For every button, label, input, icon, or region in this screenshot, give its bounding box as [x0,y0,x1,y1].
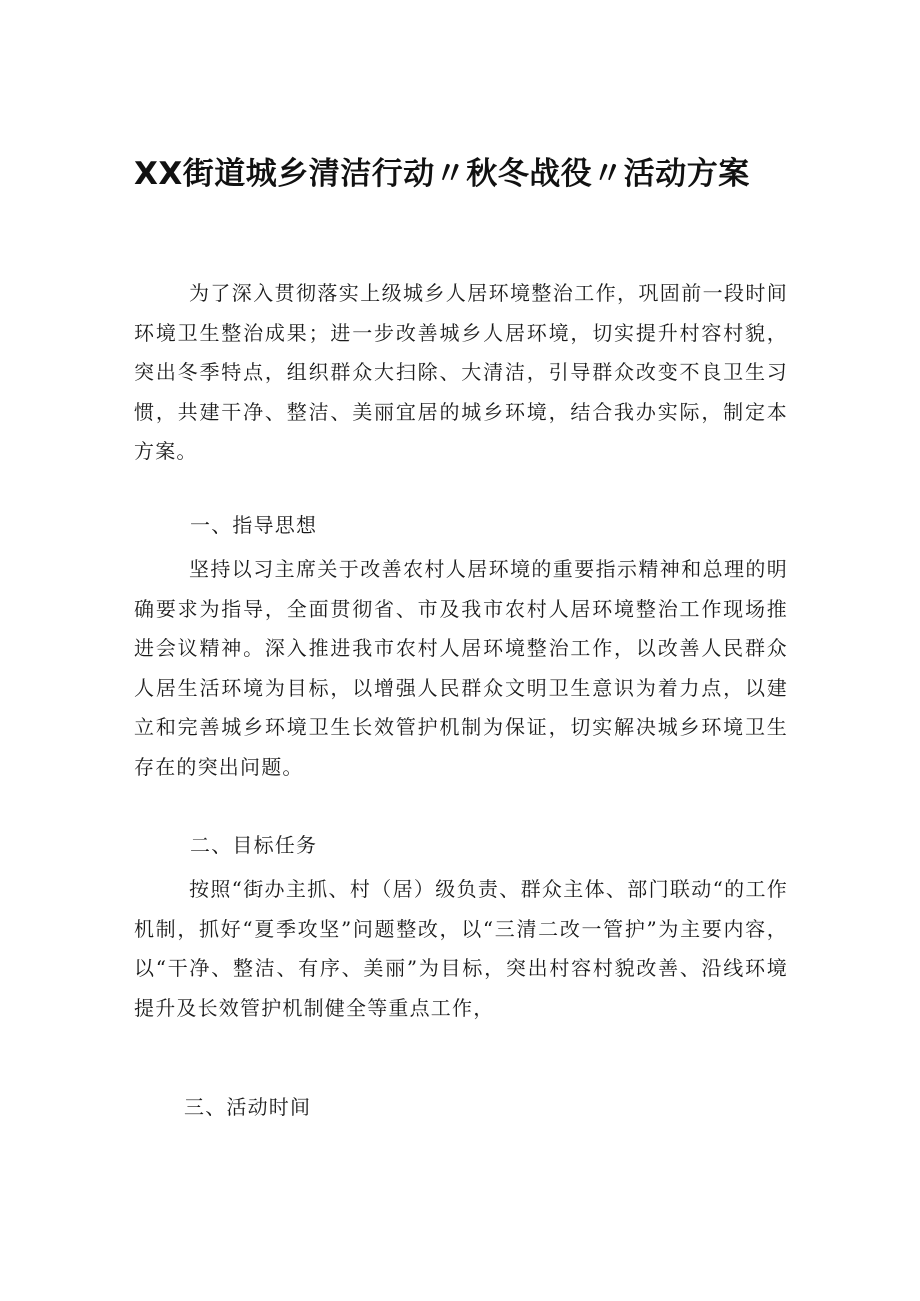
intro-paragraph: 为了深入贯彻落实上级城乡人居环境整治工作，巩固前一段时间环境卫生整治成果；进一步改善城乡人居环境，切实提升村容村貌，突出冬季特点，组织群众大扫除、大清洁，引导群众改变不良卫生习惯，共建干净、整洁、美丽宜居的城乡环境，结合我办实际，制定本方案。 [134,281,788,464]
section-heading-activity-time: 三、活动时间 [184,1095,312,1119]
section-body-guiding-ideology: 坚持以习主席关于改善农村人居环境的重要指示精神和总理的明确要求为指导，全面贯彻省、市及我市农村人居环境整治工作现场推进会议精神。深入推进我市农村人居环境整治工作，以改善人民群众人居生活环境为目标，以增强人民群众文明卫生意识为着力点，以建立和完善城乡环境卫生长效管护机制为保证，切实解决城乡环境卫生存在的突出问题。 [134,557,788,779]
document-title: XX街道城乡清洁行动〃秋冬战役〃活动方案 [134,156,750,192]
section-heading-goals-tasks: 二、目标任务 [190,833,318,857]
section-body-goals-tasks: 按照“街办主抓、村（居）级负责、群众主体、部门联动“的工作机制，抓好“夏季攻坚”问题整改，以“三清二改一管护”为主要内容，以“干净、整洁、有序、美丽”为目标，突出村容村貌改善、沿线环境提升及长效管护机制健全等重点工作， [134,877,788,1020]
section-heading-guiding-ideology: 一、指导思想 [190,513,318,537]
